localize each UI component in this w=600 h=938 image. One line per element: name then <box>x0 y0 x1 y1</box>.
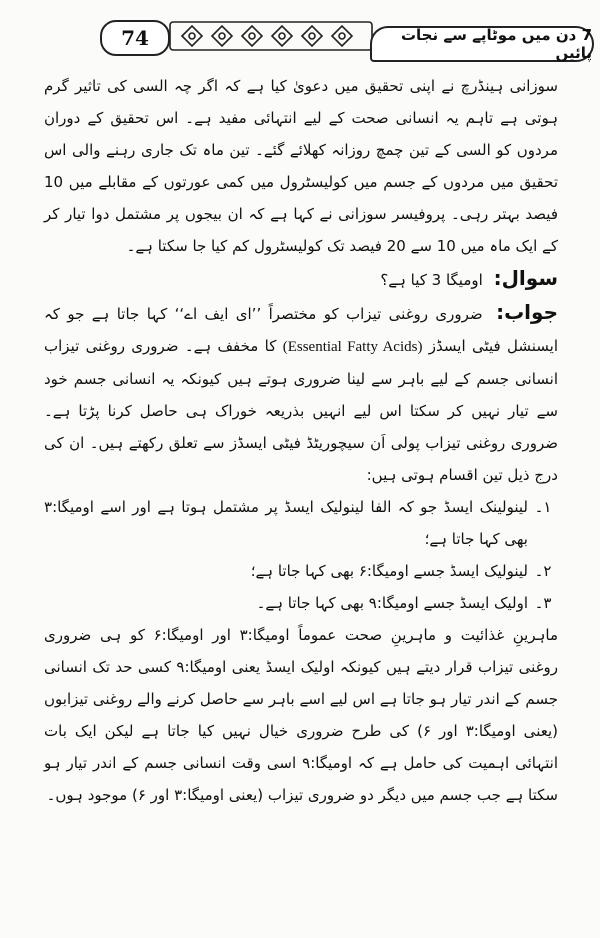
question-text: اومیگا 3 کیا ہے؟ <box>380 271 483 289</box>
answer-text-2: کا مخفف ہے۔ ضروری روغنی تیزاب انسانی جسم کے لیے باہر سے لینا ضروری ہوتے ہیں کیونکہ یہ انسانی جسم خود سے تیار نہیں کر سکتا اس لیے انہیں بذریعہ خوراک ہی حاصل کرنا پڑتا ہے۔ ضروری روغنی تیزاب پولی اَن سیچوریٹڈ فیٹی ایسڈز سے تعلق رکھتے ہیں۔ ان کی درج ذیل تین اقسام ہوتی ہیں: <box>44 337 558 484</box>
closing-paragraph: ماہرینِ غذائیت و ماہرینِ صحت عموماً اومیگا:۳ اور اومیگا:۶ کو ہی ضروری روغنی تیزاب قرار دیتے ہیں کیونکہ اولیک ایسڈ یعنی اومیگا:۹ کسی حد تک انسانی جسم کے اندر تیار ہو جاتا ہے اس لیے اسے باہر سے حاصل کرنے والے روغنی تیزابوں (یعنی اومیگا:۳ اور ۶) کی طرح ضروری خیال نہیں کیا جاتا ہے لیکن ایک بات انتہائی اہمیت کی حامل ہے کہ اومیگا:۹ اسی وقت انسانی جسم کے اندر تیار ہو سکتا ہے جب جسم میں دیگر دو ضروری تیزاب (یعنی اومیگا:۳ اور ۶) موجود ہوں۔ <box>44 626 559 804</box>
list-item-number: ۱۔ <box>534 498 552 516</box>
answer <box>44 296 558 491</box>
answer-label: جواب: <box>496 300 558 324</box>
page-body <box>44 70 558 811</box>
list-item-text: لینولیک ایسڈ جسے اومیگا:۶ بھی کہا جاتا ہے؛ <box>250 562 528 580</box>
question <box>44 262 558 296</box>
list-item-text: لینولینک ایسڈ جو کہ الفا لینولیک ایسڈ پر مشتمل ہوتا ہے اور اسے اومیگا:۳ بھی کہا جاتا ہے؛ <box>44 498 528 548</box>
list-item-text: اولیک ایسڈ جسے اومیگا:۹ بھی کہا جاتا ہے۔ <box>256 594 528 612</box>
ornament-border-icon <box>168 16 374 56</box>
list-item <box>44 555 558 587</box>
page-number: 74 <box>100 20 170 56</box>
list-item-number: ۳۔ <box>534 594 552 612</box>
list-item-number: ۲۔ <box>534 562 552 580</box>
list-item <box>44 587 558 619</box>
answer-text-1: ضروری روغنی تیزاب کو مختصراً ’’ای ایف اے‘‘ کہا جاتا ہے جو کہ ایسنشل فیٹی ایسڈز <box>44 305 558 355</box>
question-label: سوال: <box>493 266 558 290</box>
page-header <box>70 14 592 64</box>
list-item <box>44 491 558 555</box>
intro-paragraph: سوزانی ہینڈرچ نے اپنی تحقیق میں دعویٰ کیا ہے کہ اگر چہ السی کی تاثیر گرم ہوتی ہے تاہم یہ انسانی صحت کے لیے انتہائی مفید ہے۔ اس تحقیق کے دوران مردوں کو السی کے تین چمچ روزانہ کھلائے گئے۔ تین ماہ تک جاری رہنے والی اس تحقیق میں مردوں کے جسم میں کولیسٹرول میں کمی عورتوں کے مقابلے میں 10 فیصد بہتر رہی۔ پروفیسر سوزانی نے کہا ہے کہ ان بیجوں پر مشتمل دوا تیار کر کے ایک ماہ میں 10 سے 20 فیصد تک کولیسٹرول کم کیا جا سکتا ہے۔ <box>44 77 558 255</box>
english-term: (Essential Fatty Acids) <box>282 339 423 355</box>
book-title: 7 دن میں موٹاپے سے نجات پائیں <box>370 26 594 62</box>
